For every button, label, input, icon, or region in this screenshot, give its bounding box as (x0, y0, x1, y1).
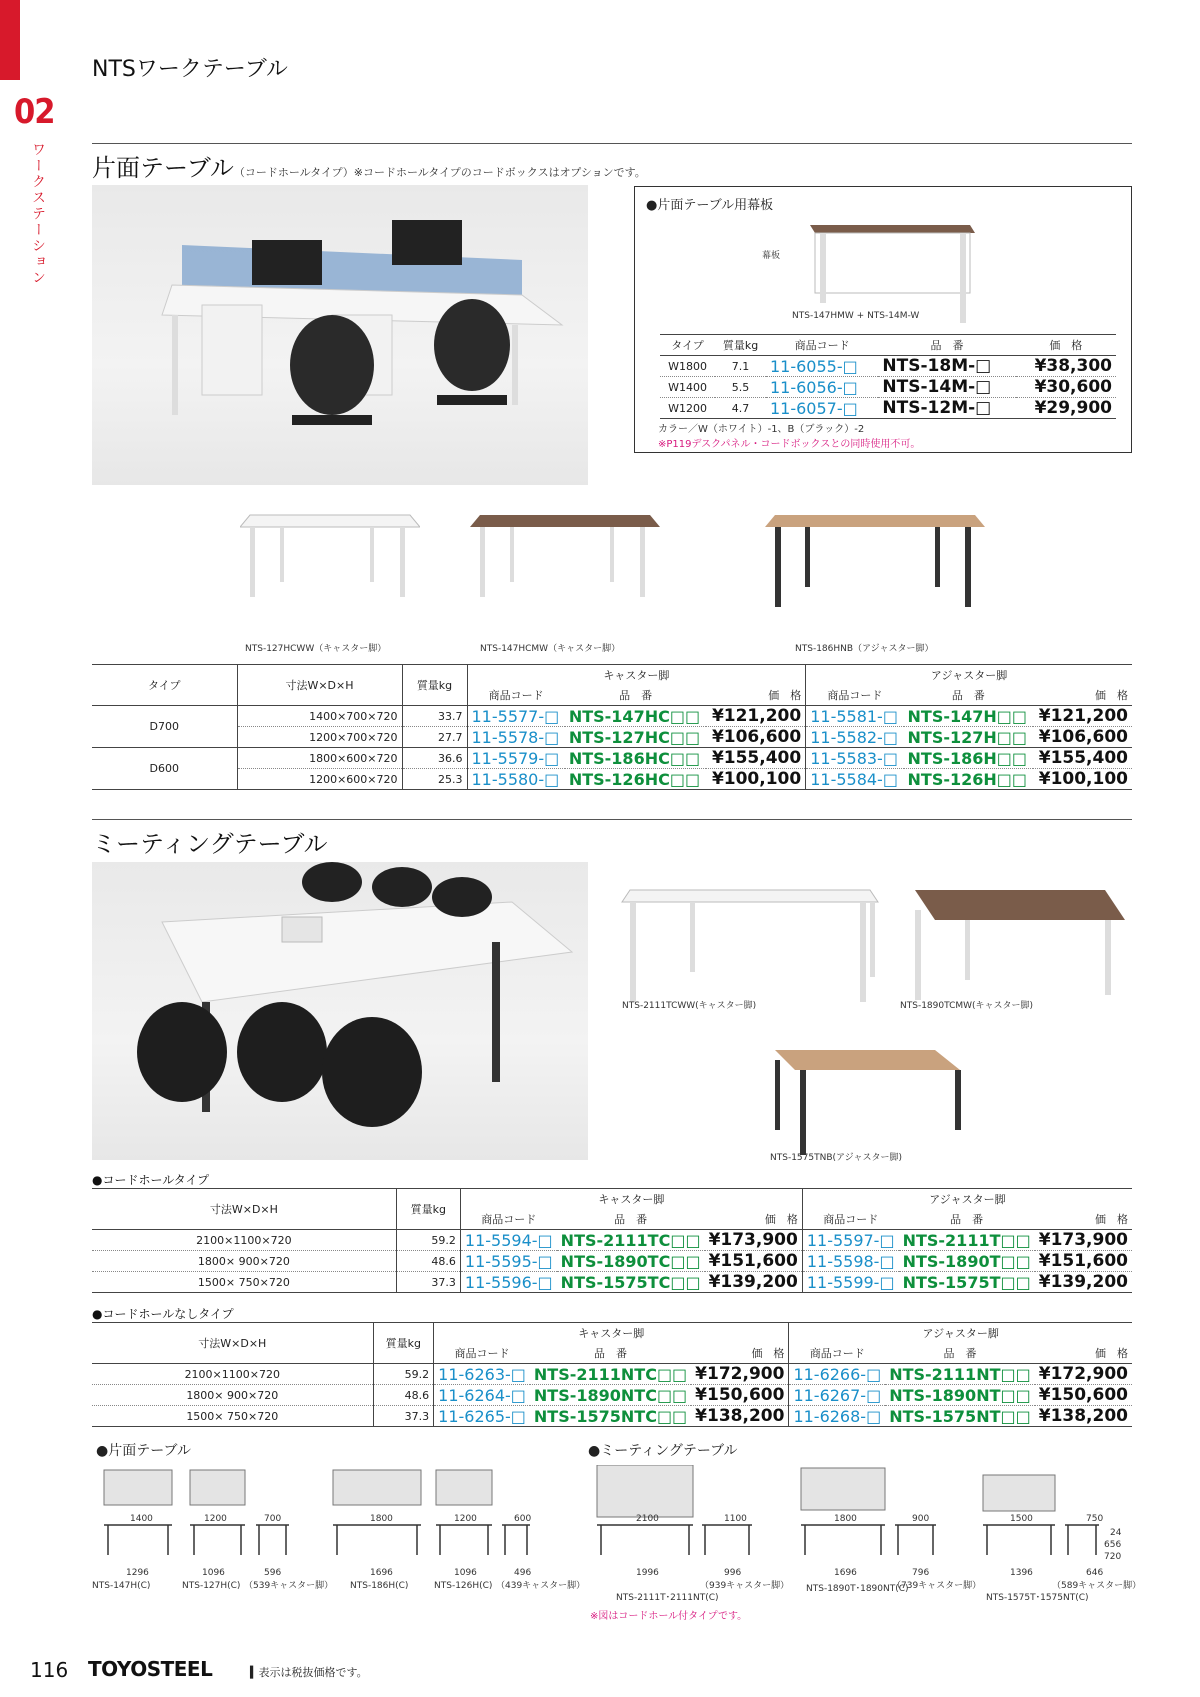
chapter-label: ワークステーション (30, 142, 46, 286)
product-image-2111tcww (620, 880, 880, 1010)
dim-model: NTS-1890T･1890NT(C) (806, 1584, 909, 1594)
caption-1890tcmw: NTS-1890TCMW(キャスター脚) (900, 1001, 1034, 1011)
col-type: タイプ (671, 339, 704, 352)
tax-note: ▍表示は税抜価格です。 (250, 1666, 368, 1679)
dim-inner: 1996 (636, 1568, 659, 1578)
table-row: D700 1400×700×720 33.7 11-5577-□ NTS-147HC□□ ¥121,200 11-5581-□ NTS-147H□□ ¥121,200 (92, 706, 1132, 727)
section-rule (92, 143, 1132, 144)
diagram-note: ※図はコードホール付タイプです。 (590, 1611, 748, 1622)
col-adjuster: アジャスター脚 (806, 665, 1132, 686)
diagram-label-single: ●片面テーブル (96, 1443, 191, 1459)
dim-caster-note: （439キャスター脚） (496, 1581, 586, 1591)
panel-part-label: 幕板 (762, 251, 781, 261)
col-caster: キャスター脚 (460, 1189, 802, 1210)
table-row: 1800× 900×720 48.6 11-5595-□ NTS-1890TC□□ ¥151,600 11-5598-□ NTS-1890T□□ ¥151,600 (92, 1251, 1132, 1272)
col-adjuster: アジャスター脚 (802, 1189, 1132, 1210)
col-size: 寸法W×D×H (92, 1189, 396, 1230)
dim-width: 2100 (636, 1514, 659, 1524)
caption-147hcmw: NTS-147HCMW（キャスター脚） (480, 644, 621, 654)
col-caster: キャスター脚 (434, 1323, 789, 1344)
product-image-186hnb (765, 505, 985, 615)
col-code: 商品コード (794, 339, 850, 352)
col-price: 価 格 (1049, 339, 1083, 352)
dim-height-inner: 656 (1104, 1540, 1122, 1550)
dim-inner: 496 (514, 1568, 532, 1578)
caption-127hcww: NTS-127HCWW（キャスター脚） (245, 644, 387, 654)
col-kg: 質量kg (396, 1189, 460, 1230)
dim-width: 1200 (204, 1514, 227, 1524)
dim-caster-note: （539キャスター脚） (244, 1581, 334, 1591)
dim-inner: 1096 (454, 1568, 477, 1578)
chapter-number: 02 (14, 92, 55, 132)
brand-logo: TOYOSTEEL (88, 1657, 213, 1681)
col-kg: 質量kg (722, 339, 759, 352)
dim-model: NTS-147H(C) (92, 1581, 151, 1591)
caption-186hnb: NTS-186HNB（アジャスター脚） (795, 644, 934, 654)
dim-inner: 1696 (834, 1568, 857, 1578)
cord-hole-type-label: ●コードホールタイプ (92, 1173, 210, 1187)
col-adjuster: アジャスター脚 (789, 1323, 1132, 1344)
office-desk-photo (92, 185, 588, 485)
page-number: 116 (30, 1658, 69, 1682)
dim-width: 1500 (1010, 1514, 1033, 1524)
dim-inner: 646 (1086, 1568, 1104, 1578)
table-row: W1200 4.7 11-6057-□ NTS-12M-□ ¥29,900 (660, 398, 1116, 419)
diagram-label-meeting: ●ミーティングテーブル (588, 1443, 738, 1459)
dimension-diagrams (90, 1465, 1135, 1590)
dim-caster-note: （589キャスター脚） (1052, 1581, 1142, 1591)
dim-width: 1400 (130, 1514, 153, 1524)
dim-model: NTS-2111T･2111NT(C) (616, 1593, 719, 1603)
table-row: 1500× 750×720 37.3 11-6265-□ NTS-1575NTC□□ ¥138,200 11-6268-□ NTS-1575NT□□ ¥138,200 (92, 1406, 1132, 1427)
dim-inner: 596 (264, 1568, 282, 1578)
dim-depth: 900 (912, 1514, 930, 1524)
dim-caster-note: （939キャスター脚） (700, 1581, 790, 1591)
dim-width: 1200 (454, 1514, 477, 1524)
meeting-table-nocordhole-spec: 寸法W×D×H 質量kg キャスター脚 アジャスター脚 商品コード 品 番 価 格 商品コード 品 番 価 格 2100×1100×720 59.2 11-6263-□ NTS-2111NTC□□ ¥172,900 11-6266-□ NTS-2111NT□□ ¥172,900 1800× 900×720 48.6 11-6264-□ NTS-1890NTC□□ ¥150,600 11-6267-□ NTS-1890NT□□ ¥150,600 1500× 750×720 37.3 11-6265-□ NTS-1575NTC□□ ¥138,200 11-6268-□ NTS-1575NT□□ ¥138,200 (92, 1322, 1132, 1427)
col-size: 寸法W×D×H (92, 1323, 373, 1364)
dim-depth: 700 (264, 1514, 282, 1524)
panel-table-illustration (800, 205, 980, 325)
no-cord-hole-type-label: ●コードホールなしタイプ (92, 1307, 234, 1321)
section-title-single-table: 片面テーブル（コードホールタイプ）※コードホールタイプのコードボックスはオプションです。 (92, 154, 646, 182)
dim-height-top: 24 (1110, 1528, 1122, 1538)
warning-note: ※P119デスクパネル・コードボックスとの同時使用不可。 (658, 439, 921, 450)
panel-option-title: ●片面テーブル用幕板 (646, 198, 774, 213)
dim-inner: 1096 (202, 1568, 225, 1578)
table-row: 2100×1100×720 59.2 11-5594-□ NTS-2111TC□□ ¥173,900 11-5597-□ NTS-2111T□□ ¥173,900 (92, 1230, 1132, 1251)
col-type: タイプ (92, 665, 237, 706)
meeting-table-cordhole-spec: 寸法W×D×H 質量kg キャスター脚 アジャスター脚 商品コード 品 番 価 格 商品コード 品 番 価 格 2100×1100×720 59.2 11-5594-□ NTS-2111TC□□ ¥173,900 11-5597-□ NTS-2111T□□ ¥173,900 1800× 900×720 48.6 11-5595-□ NTS-1890TC□□ ¥151,600 11-5598-□ NTS-1890T□□ ¥151,600 1500× 750×720 37.3 11-5596-□ NTS-1575TC□□ ¥139,200 11-5599-□ NTS-1575T□□ ¥139,200 (92, 1188, 1132, 1293)
dim-height-total: 720 (1104, 1552, 1122, 1562)
dim-inner: 996 (724, 1568, 742, 1578)
dim-width: 1800 (834, 1514, 857, 1524)
dim-inner: 796 (912, 1568, 930, 1578)
col-caster: キャスター脚 (467, 665, 806, 686)
product-image-127hcww (240, 505, 420, 605)
meeting-room-photo (92, 862, 588, 1160)
caption-2111tcww: NTS-2111TCWW(キャスター脚) (622, 1001, 757, 1011)
product-image-147hcmw (470, 505, 660, 605)
panel-caption: NTS-147HMW + NTS-14M-W (792, 311, 920, 321)
table-row: 1800× 900×720 48.6 11-6264-□ NTS-1890NTC□□ ¥150,600 11-6267-□ NTS-1890NT□□ ¥150,600 (92, 1385, 1132, 1406)
panel-spec-table (660, 334, 1116, 419)
product-image-1890tcmw (905, 880, 1130, 1010)
chapter-red-bar (0, 0, 20, 80)
dim-depth: 1100 (724, 1514, 747, 1524)
table-row: 2100×1100×720 59.2 11-6263-□ NTS-2111NTC□□ ¥172,900 11-6266-□ NTS-2111NT□□ ¥172,900 (92, 1364, 1132, 1385)
color-note: カラー／W（ホワイト）-1、B（ブラック）-2 (658, 424, 865, 435)
dim-caster-note: （739キャスター脚） (892, 1581, 982, 1591)
table-row: W1800 7.1 11-6055-□ NTS-18M-□ ¥38,300 (660, 356, 1116, 377)
section-rule (92, 819, 1132, 820)
dim-depth: 600 (514, 1514, 532, 1524)
table-row: 1200×700×720 27.7 11-5578-□ NTS-127HC□□ ¥106,600 11-5582-□ NTS-127H□□ ¥106,600 (92, 727, 1132, 748)
product-image-1575tnb (765, 1040, 965, 1160)
col-part: 品 番 (930, 339, 964, 352)
single-table-spec: タイプ 寸法W×D×H 質量kg キャスター脚 アジャスター脚 商品コード 品 番 価 格 商品コード 品 番 価 格 D700 1400×700×720 33.7 11-5577-□ NTS-147HC□□ ¥121,200 11-5581-□ NTS-147H□□ ¥121,200 1200×700×720 27.7 11-5578-□ NTS-127HC□□ ¥106,600 11-5582-□ NTS-127H□□ ¥106,600 D600 1800×600×720 36.6 11-5579-□ NTS-186HC□□ ¥155,400 11-5583-□ NTS-186H□□ ¥155,400 1200×600×720 25.3 11-5580-□ NTS-126HC□□ ¥100,100 11-5584-□ NTS-126H□□ ¥100,100 (92, 664, 1132, 790)
dim-width: 1800 (370, 1514, 393, 1524)
dim-inner: 1696 (370, 1568, 393, 1578)
page-title: NTSワークテーブル (92, 57, 288, 82)
dim-model: NTS-126H(C) (434, 1581, 493, 1591)
table-row: D600 1800×600×720 36.6 11-5579-□ NTS-186HC□□ ¥155,400 11-5583-□ NTS-186H□□ ¥155,400 (92, 748, 1132, 769)
section-title-meeting-table: ミーティングテーブル (92, 830, 328, 858)
table-row: W1400 5.5 11-6056-□ NTS-14M-□ ¥30,600 (660, 377, 1116, 398)
dim-depth: 750 (1086, 1514, 1104, 1524)
caption-1575tnb: NTS-1575TNB(アジャスター脚) (770, 1153, 902, 1163)
col-kg: 質量kg (402, 665, 467, 706)
meeting-table-illustration (92, 862, 588, 1160)
col-size: 寸法W×D×H (237, 665, 402, 706)
col-kg: 質量kg (373, 1323, 434, 1364)
dim-model: NTS-127H(C) (182, 1581, 241, 1591)
office-desk-illustration (92, 185, 588, 485)
dim-model: NTS-186H(C) (350, 1581, 409, 1591)
dim-inner: 1396 (1010, 1568, 1033, 1578)
dim-model: NTS-1575T･1575NT(C) (986, 1593, 1089, 1603)
dim-inner: 1296 (126, 1568, 149, 1578)
table-row: 1500× 750×720 37.3 11-5596-□ NTS-1575TC□□ ¥139,200 11-5599-□ NTS-1575T□□ ¥139,200 (92, 1272, 1132, 1293)
table-row: 1200×600×720 25.3 11-5580-□ NTS-126HC□□ ¥100,100 11-5584-□ NTS-126H□□ ¥100,100 (92, 769, 1132, 790)
